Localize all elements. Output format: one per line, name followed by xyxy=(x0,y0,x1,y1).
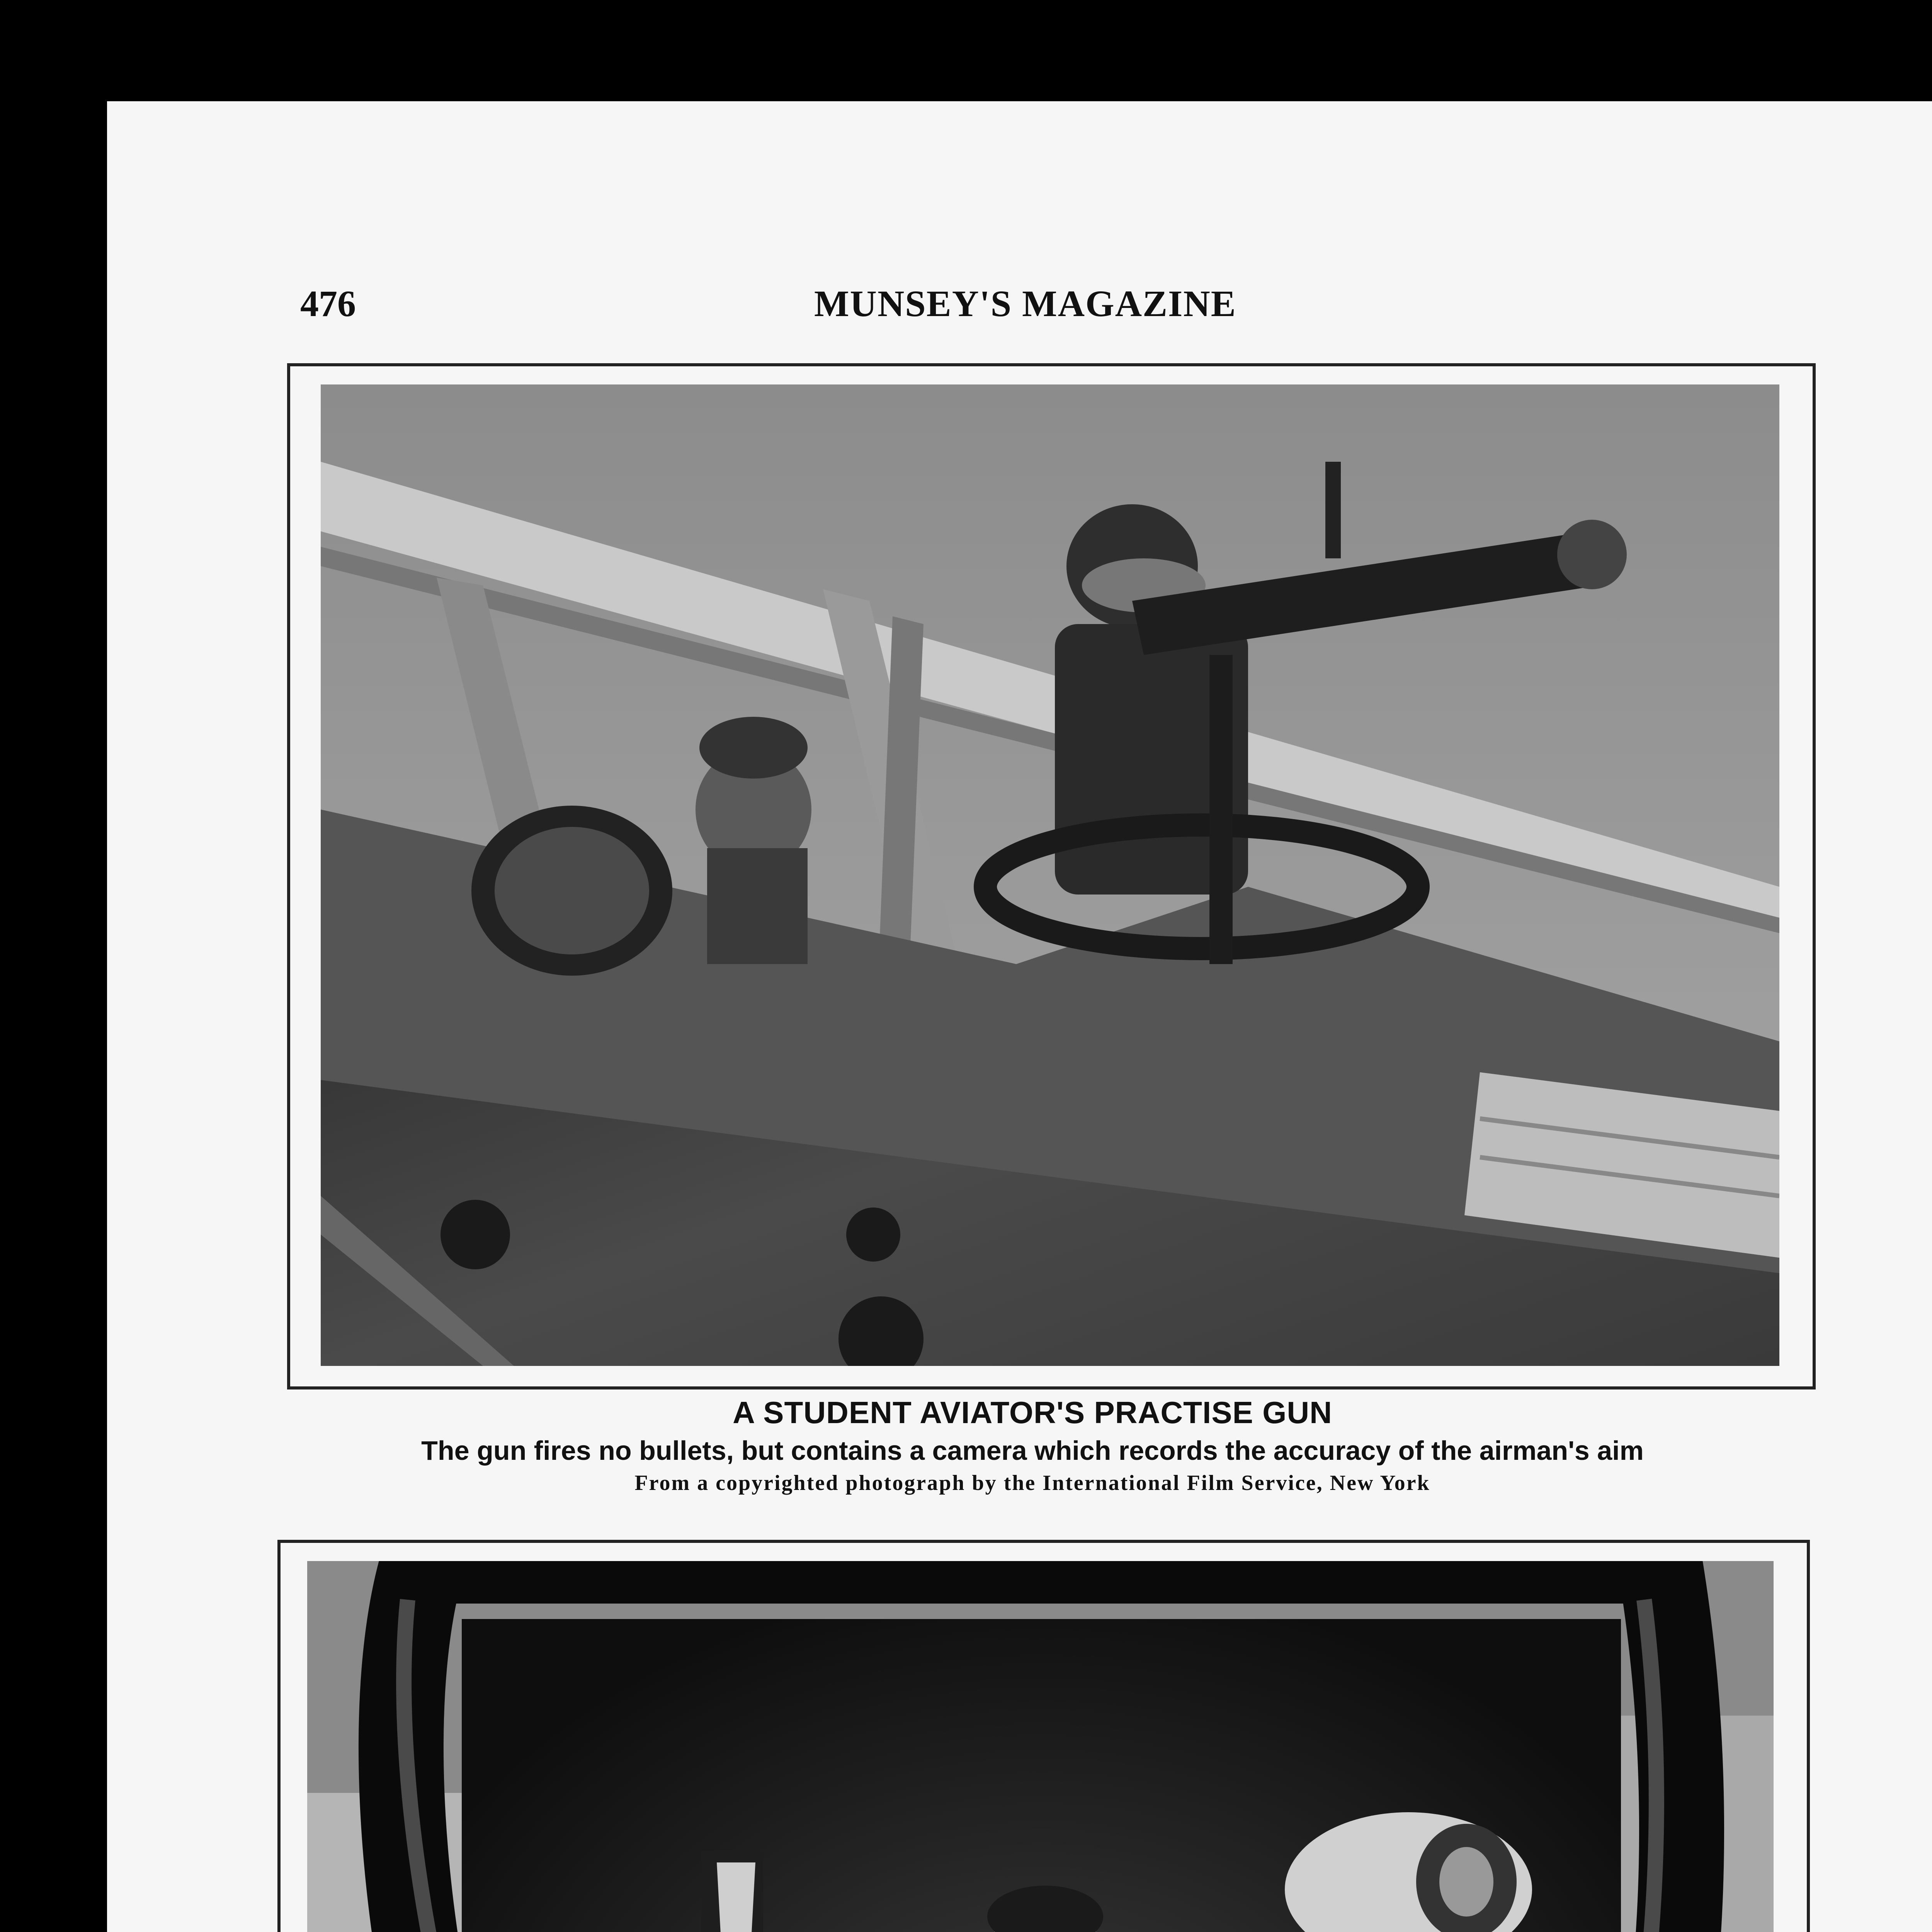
plate-2-photo xyxy=(307,1561,1774,1932)
plate-1-photo xyxy=(321,384,1779,1366)
plate-1-credit: From a copyrighted photograph by the International Film Service, New York xyxy=(634,1471,1430,1495)
plate-1-description: The gun fires no bullets, but contains a camera which records the accuracy of the airman's aim xyxy=(421,1435,1644,1466)
plate-1-title: A STUDENT AVIATOR'S PRACTISE GUN xyxy=(733,1395,1332,1430)
magazine-title: MUNSEY'S MAGAZINE xyxy=(814,283,1236,324)
camera-obscura-photo xyxy=(307,1561,1774,1932)
running-head xyxy=(300,282,1278,325)
page-number: 476 xyxy=(300,283,356,324)
biplane-gunner-photo xyxy=(321,384,1779,1366)
plate-1-caption xyxy=(107,1395,1932,1495)
